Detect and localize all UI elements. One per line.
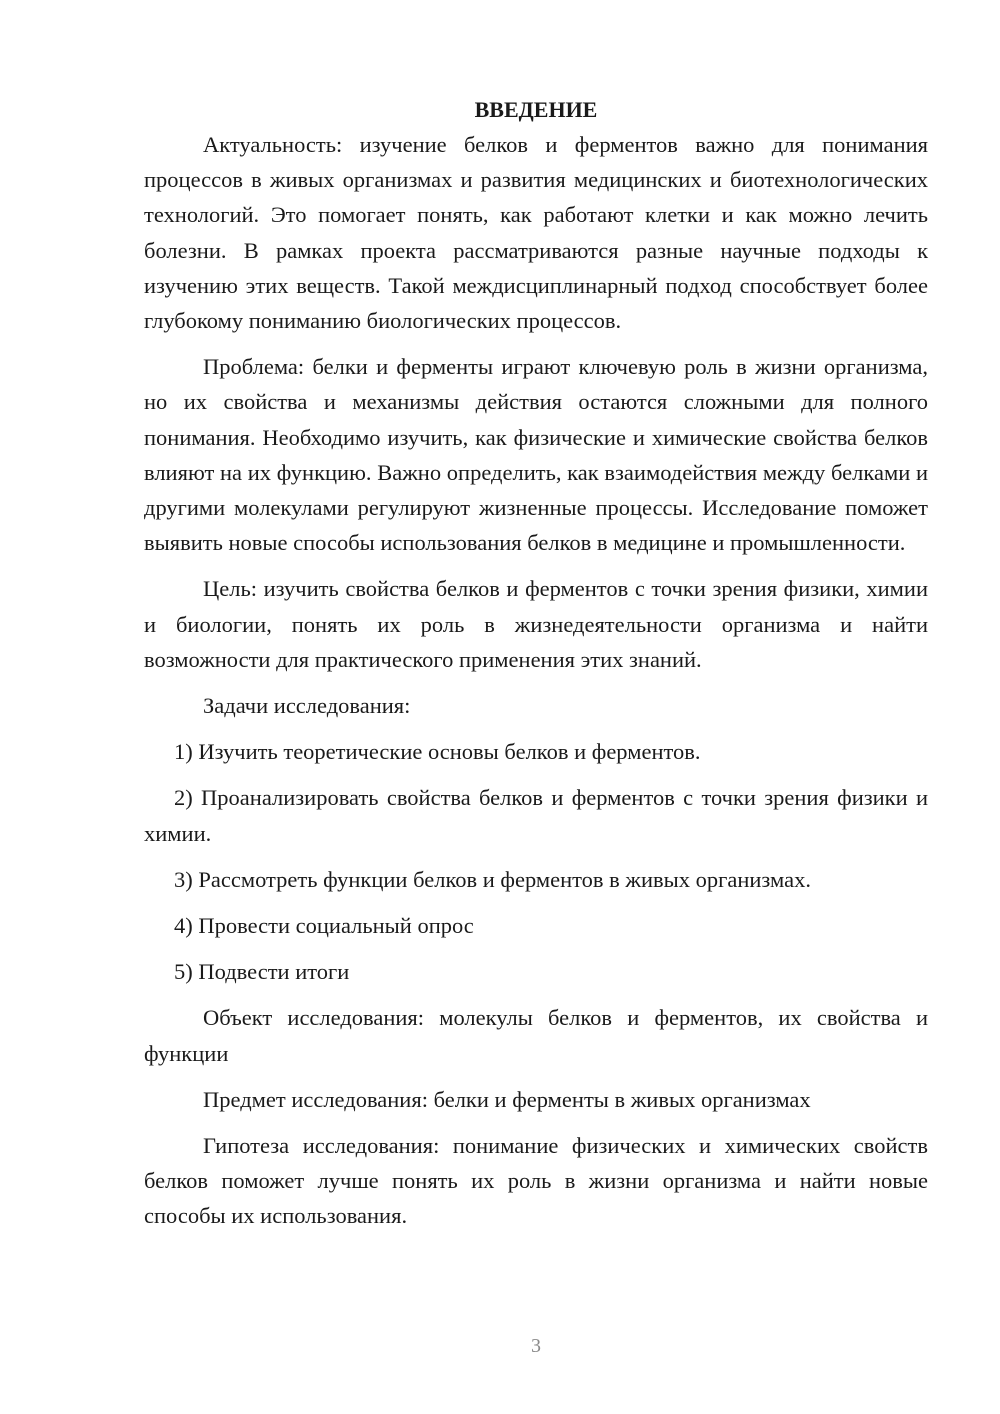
paragraph-goal: Цель: изучить свойства белков и ферментов с точки зрения физики, химии и биологии, понять их роль в жизнедеятельности организма и найти возможности для практического применения этих знаний. (144, 576, 928, 672)
task-item-1: 1) Изучить теоретические основы белков и ферментов. (174, 739, 701, 765)
document-page (144, 92, 928, 1234)
paragraph-object: Объект исследования: молекулы белков и ферментов, их свойства и функции (144, 1005, 928, 1066)
tasks-heading: Задачи исследования: (203, 693, 411, 719)
page-number: 3 (531, 1335, 541, 1357)
task-item-5: 5) Подвести итоги (174, 959, 350, 985)
task-item-2: 2) Проанализировать свойства белков и ферментов с точки зрения физики и химии. (144, 785, 928, 846)
paragraph-relevance: Актуальность: изучение белков и ферментов важно для понимания процессов в живых организмах и развития медицинских и биотехнологических технологий. Это помогает понять, как работают клетки и как можно лечить болезни. В рамках проекта рассматриваются разные научные подходы к изучению этих веществ. Такой междисциплинарный подход способствует более глубокому пониманию биологических процессов. (144, 132, 928, 334)
task-item-3: 3) Рассмотреть функции белков и ферментов в живых организмах. (174, 866, 811, 892)
paragraph-problem: Проблема: белки и ферменты играют ключевую роль в жизни организма, но их свойства и механизмы действия остаются сложными для полного понимания. Необходимо изучить, как физические и химические свойства белков влияют на их функцию. Важно определить, как взаимодействия между белками и другими молекулами регулируют жизненные процессы. Исследование поможет выявить новые способы использования белков в медицине и промышленности. (144, 354, 928, 556)
paragraph-subject: Предмет исследования: белки и ферменты в живых организмах (203, 1086, 811, 1112)
task-item-4: 4) Провести социальный опрос (174, 913, 474, 939)
page-title: ВВЕДЕНИЕ (474, 97, 598, 122)
paragraph-hypothesis: Гипотеза исследования: понимание физических и химических свойств белков поможет лучше понять их роль в жизни организма и найти новые способы их использования. (144, 1133, 928, 1229)
